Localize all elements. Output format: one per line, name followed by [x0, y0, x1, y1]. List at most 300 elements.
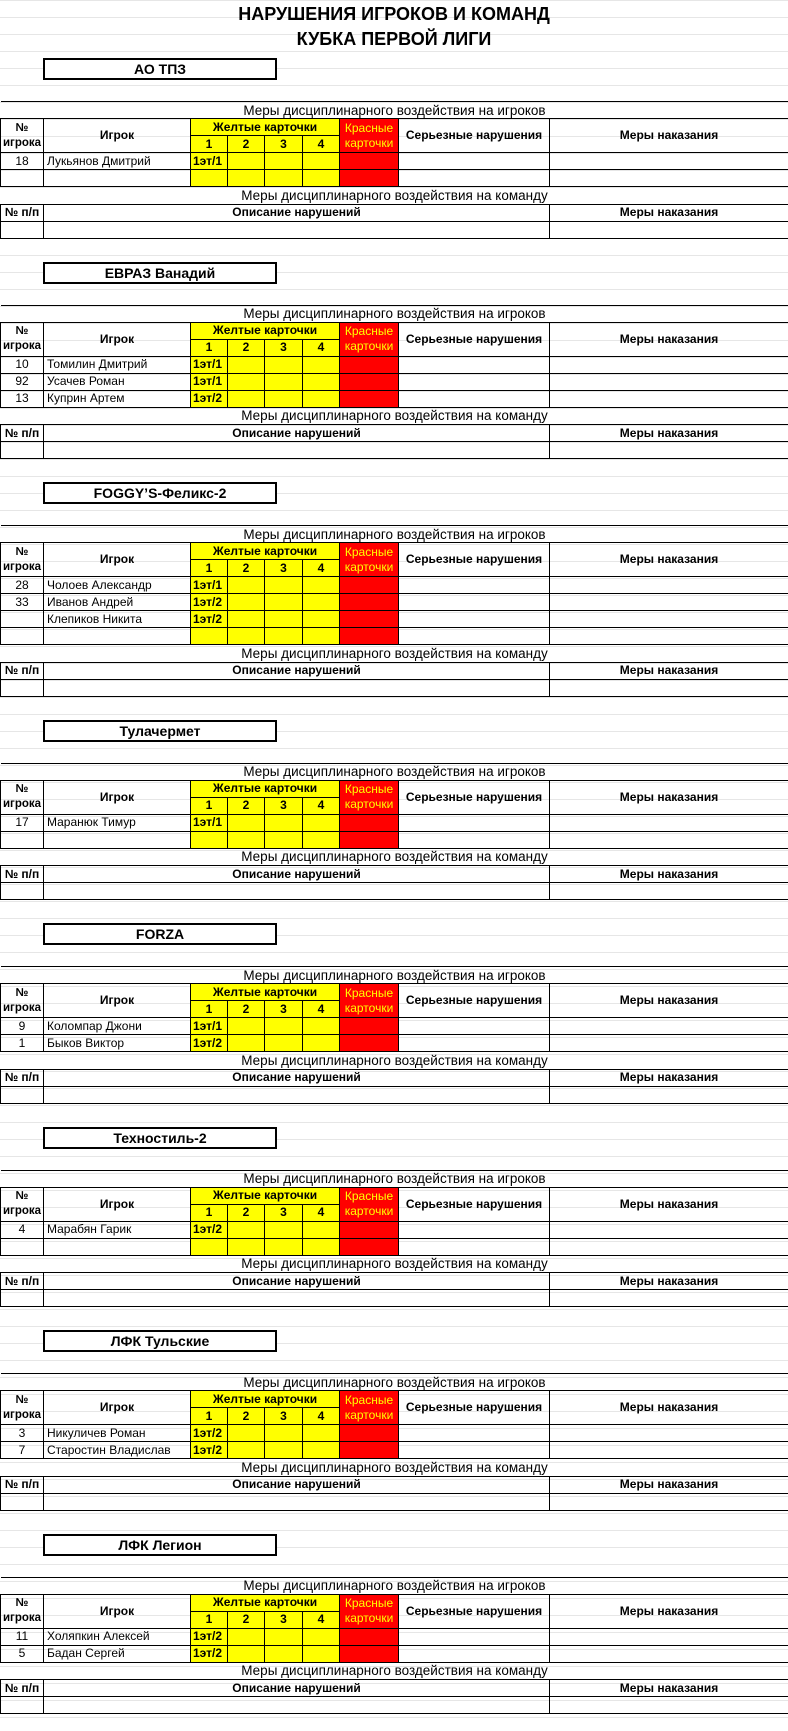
yellow-cards-header: Желтые карточки [191, 1594, 340, 1611]
yellow-card-3-cell[interactable] [265, 577, 303, 594]
player-number-cell[interactable]: 1 [1, 1035, 44, 1052]
yellow-card-2-cell[interactable] [228, 577, 265, 594]
player-header: Игрок [44, 1594, 191, 1628]
yellow-card-2-cell[interactable] [228, 1035, 265, 1052]
team-violation-punishment-cell[interactable] [550, 679, 788, 696]
serious-violation-cell[interactable] [399, 356, 550, 373]
yellow-card-1-cell[interactable]: 1эт/2 [191, 1425, 228, 1442]
player-number-cell[interactable] [1, 831, 44, 848]
serious-violation-cell[interactable] [399, 1238, 550, 1255]
punishment-cell[interactable] [550, 594, 788, 611]
player-number-cell[interactable]: 7 [1, 1442, 44, 1459]
serious-violations-header: Серьезные нарушения [399, 1187, 550, 1221]
yellow-card-1-cell[interactable]: 1эт/1 [191, 814, 228, 831]
red-card-cell[interactable] [340, 1425, 399, 1442]
player-number-cell[interactable]: 3 [1, 1425, 44, 1442]
yellow-card-2-header: 2 [228, 136, 265, 153]
team-violation-description-cell[interactable] [44, 1697, 550, 1714]
serious-violations-header: Серьезные нарушения [399, 1391, 550, 1425]
serious-violations-header: Серьезные нарушения [399, 119, 550, 153]
red-card-cell[interactable] [340, 1035, 399, 1052]
player-name-cell[interactable]: Иванов Андрей [44, 594, 191, 611]
red-card-cell[interactable] [340, 356, 399, 373]
team-violation-description-cell[interactable] [44, 1290, 550, 1307]
team-violation-description-cell[interactable] [44, 883, 550, 900]
player-row [1, 1018, 788, 1035]
team-violation-punishment-cell[interactable] [550, 442, 788, 459]
punishment-cell[interactable] [550, 1035, 788, 1052]
serious-violation-cell[interactable] [399, 577, 550, 594]
yellow-card-3-cell[interactable] [265, 628, 303, 645]
red-card-cell[interactable] [340, 170, 399, 187]
team-discipline-table [0, 645, 788, 697]
player-number-cell[interactable]: 9 [1, 1018, 44, 1035]
yellow-card-2-cell[interactable] [228, 594, 265, 611]
yellow-card-4-cell[interactable] [303, 153, 340, 170]
yellow-card-1-cell[interactable]: 1эт/2 [191, 390, 228, 407]
player-name-cell[interactable]: Коломпар Джони [44, 1018, 191, 1035]
punishment-cell[interactable] [550, 611, 788, 628]
team-punishment-header: Меры наказания [550, 1069, 788, 1086]
team-number-header: № п/п [1, 1476, 44, 1493]
yellow-card-1-header: 1 [191, 339, 228, 356]
player-number-cell[interactable] [1, 170, 44, 187]
player-number-header: № игрока [1, 984, 44, 1018]
team-measures-header: Меры дисциплинарного воздействия на команду [1, 1256, 788, 1273]
yellow-card-3-header: 3 [265, 560, 303, 577]
player-name-cell[interactable] [44, 628, 191, 645]
player-number-header: № игрока [1, 322, 44, 356]
serious-violation-cell[interactable] [399, 1628, 550, 1645]
player-number-cell[interactable] [1, 1238, 44, 1255]
team-sections [0, 52, 788, 1731]
yellow-card-3-cell[interactable] [265, 1645, 303, 1662]
yellow-card-2-cell[interactable] [228, 390, 265, 407]
yellow-card-3-cell[interactable] [265, 814, 303, 831]
players-discipline-table [0, 525, 788, 645]
yellow-card-3-header: 3 [265, 1001, 303, 1018]
player-row [1, 611, 788, 628]
team-measures-header: Меры дисциплинарного воздействия на команду [1, 408, 788, 425]
yellow-card-2-cell[interactable] [228, 153, 265, 170]
serious-violation-cell[interactable] [399, 814, 550, 831]
serious-violation-cell[interactable] [399, 373, 550, 390]
player-name-cell[interactable] [44, 170, 191, 187]
punishment-cell[interactable] [550, 577, 788, 594]
red-card-cell[interactable] [340, 628, 399, 645]
yellow-card-3-header: 3 [265, 797, 303, 814]
yellow-card-3-cell[interactable] [265, 1442, 303, 1459]
serious-violation-cell[interactable] [399, 594, 550, 611]
team-violation-description-cell[interactable] [44, 679, 550, 696]
team-name[interactable]: Техностиль-2 [43, 1127, 277, 1149]
yellow-card-4-header: 4 [303, 797, 340, 814]
player-name-cell[interactable]: Чолоев Александр [44, 577, 191, 594]
player-name-cell[interactable]: Куприн Артем [44, 390, 191, 407]
yellow-card-3-cell[interactable] [265, 170, 303, 187]
yellow-card-3-cell[interactable] [265, 611, 303, 628]
team-punishment-header: Меры наказания [550, 662, 788, 679]
player-number-header: № игрока [1, 119, 44, 153]
yellow-card-4-cell[interactable] [303, 390, 340, 407]
player-number-cell[interactable]: 4 [1, 1221, 44, 1238]
player-header: Игрок [44, 322, 191, 356]
yellow-card-1-header: 1 [191, 797, 228, 814]
yellow-card-2-cell[interactable] [228, 628, 265, 645]
player-number-cell[interactable]: 33 [1, 594, 44, 611]
team-name[interactable]: ЕВРАЗ Ванадий [43, 262, 277, 284]
punishment-cell[interactable] [550, 1238, 788, 1255]
red-card-cell[interactable] [340, 814, 399, 831]
red-card-cell[interactable] [340, 1221, 399, 1238]
yellow-card-2-cell[interactable] [228, 373, 265, 390]
yellow-card-3-header: 3 [265, 1204, 303, 1221]
yellow-card-4-cell[interactable] [303, 1645, 340, 1662]
yellow-card-4-header: 4 [303, 1204, 340, 1221]
serious-violation-cell[interactable] [399, 611, 550, 628]
team-section [0, 1324, 788, 1528]
yellow-card-4-cell[interactable] [303, 831, 340, 848]
red-card-cell[interactable] [340, 153, 399, 170]
yellow-card-1-cell[interactable]: 1эт/1 [191, 373, 228, 390]
player-name-cell[interactable]: Томилин Дмитрий [44, 356, 191, 373]
yellow-card-2-cell[interactable] [228, 1221, 265, 1238]
team-measures-header: Меры дисциплинарного воздействия на команду [1, 1052, 788, 1069]
team-punishment-header: Меры наказания [550, 1680, 788, 1697]
yellow-card-1-cell[interactable]: 1эт/1 [191, 1018, 228, 1035]
player-name-cell[interactable]: Холяпкин Алексей [44, 1628, 191, 1645]
yellow-cards-header: Желтые карточки [191, 984, 340, 1001]
yellow-card-3-cell[interactable] [265, 373, 303, 390]
yellow-card-2-header: 2 [228, 1408, 265, 1425]
description-header: Описание нарушений [44, 866, 550, 883]
team-punishment-header: Меры наказания [550, 1273, 788, 1290]
yellow-cards-header: Желтые карточки [191, 119, 340, 136]
team-violation-punishment-cell[interactable] [550, 1493, 788, 1510]
yellow-card-4-header: 4 [303, 136, 340, 153]
serious-violation-cell[interactable] [399, 1425, 550, 1442]
red-card-cell[interactable] [340, 611, 399, 628]
punishment-cell[interactable] [550, 814, 788, 831]
team-header-row [0, 52, 788, 86]
red-card-cell[interactable] [340, 373, 399, 390]
team-violation-punishment-cell[interactable] [550, 1086, 788, 1103]
team-name[interactable]: АО ТПЗ [43, 58, 277, 80]
team-discipline-table [0, 1459, 788, 1511]
red-card-cell[interactable] [340, 594, 399, 611]
player-number-cell[interactable]: 10 [1, 356, 44, 373]
player-row [1, 831, 788, 848]
yellow-cards-header: Желтые карточки [191, 780, 340, 797]
player-name-cell[interactable] [44, 1238, 191, 1255]
punishment-header: Меры наказания [550, 1187, 788, 1221]
team-name[interactable]: ЛФК Тульские [43, 1330, 277, 1352]
yellow-card-2-cell[interactable] [228, 831, 265, 848]
player-name-cell[interactable]: Быков Виктор [44, 1035, 191, 1052]
team-violation-punishment-cell[interactable] [550, 883, 788, 900]
team-header-row [0, 1324, 788, 1358]
players-discipline-table [0, 1577, 788, 1663]
yellow-card-2-cell[interactable] [228, 356, 265, 373]
serious-violation-cell[interactable] [399, 1442, 550, 1459]
yellow-card-4-cell[interactable] [303, 356, 340, 373]
yellow-card-3-cell[interactable] [265, 1425, 303, 1442]
yellow-card-1-cell[interactable] [191, 628, 228, 645]
punishment-cell[interactable] [550, 1018, 788, 1035]
punishment-cell[interactable] [550, 356, 788, 373]
yellow-card-3-header: 3 [265, 136, 303, 153]
yellow-card-1-cell[interactable]: 1эт/1 [191, 577, 228, 594]
red-card-cell[interactable] [340, 1238, 399, 1255]
team-discipline-table [0, 1663, 788, 1715]
players-measures-header: Меры дисциплинарного воздействия на игроков [1, 102, 788, 119]
yellow-card-3-cell[interactable] [265, 356, 303, 373]
team-number-header: № п/п [1, 204, 44, 221]
yellow-card-4-header: 4 [303, 560, 340, 577]
description-header: Описание нарушений [44, 1476, 550, 1493]
red-card-cell[interactable] [340, 390, 399, 407]
yellow-card-4-cell[interactable] [303, 1425, 340, 1442]
player-number-cell[interactable]: 11 [1, 1628, 44, 1645]
yellow-card-2-cell[interactable] [228, 1425, 265, 1442]
team-header-row [0, 714, 788, 748]
red-card-cell[interactable] [340, 831, 399, 848]
punishment-cell[interactable] [550, 1221, 788, 1238]
yellow-card-2-cell[interactable] [228, 1628, 265, 1645]
team-punishment-header: Меры наказания [550, 204, 788, 221]
player-number-cell[interactable] [1, 628, 44, 645]
yellow-card-1-cell[interactable]: 1эт/1 [191, 153, 228, 170]
player-name-cell[interactable]: Усачев Роман [44, 373, 191, 390]
yellow-card-2-cell[interactable] [228, 1442, 265, 1459]
player-row [1, 1238, 788, 1255]
team-violation-number-cell[interactable] [1, 883, 44, 900]
yellow-card-4-cell[interactable] [303, 1442, 340, 1459]
red-card-cell[interactable] [340, 1018, 399, 1035]
team-discipline-table [0, 187, 788, 239]
team-measures-header: Меры дисциплинарного воздействия на команду [1, 187, 788, 204]
punishment-header: Меры наказания [550, 780, 788, 814]
yellow-card-4-cell[interactable] [303, 373, 340, 390]
yellow-card-4-cell[interactable] [303, 594, 340, 611]
player-name-cell[interactable]: Никуличев Роман [44, 1425, 191, 1442]
yellow-card-2-cell[interactable] [228, 170, 265, 187]
punishment-cell[interactable] [550, 628, 788, 645]
player-number-header: № игрока [1, 1391, 44, 1425]
yellow-card-3-cell[interactable] [265, 594, 303, 611]
yellow-card-2-cell[interactable] [228, 814, 265, 831]
serious-violation-cell[interactable] [399, 390, 550, 407]
player-number-cell[interactable] [1, 611, 44, 628]
serious-violation-cell[interactable] [399, 170, 550, 187]
player-number-cell[interactable]: 28 [1, 577, 44, 594]
yellow-card-1-cell[interactable]: 1эт/1 [191, 356, 228, 373]
player-name-cell[interactable]: Лукьянов Дмитрий [44, 153, 191, 170]
yellow-card-1-header: 1 [191, 136, 228, 153]
player-number-header: № игрока [1, 780, 44, 814]
team-violation-number-cell[interactable] [1, 221, 44, 238]
yellow-card-4-cell[interactable] [303, 1238, 340, 1255]
team-violation-number-cell[interactable] [1, 1493, 44, 1510]
serious-violation-cell[interactable] [399, 153, 550, 170]
yellow-card-3-header: 3 [265, 339, 303, 356]
yellow-card-3-cell[interactable] [265, 390, 303, 407]
player-number-cell[interactable]: 17 [1, 814, 44, 831]
yellow-card-2-header: 2 [228, 1611, 265, 1628]
punishment-header: Меры наказания [550, 322, 788, 356]
yellow-card-2-header: 2 [228, 797, 265, 814]
yellow-card-4-cell[interactable] [303, 577, 340, 594]
team-violation-number-cell[interactable] [1, 442, 44, 459]
punishment-cell[interactable] [550, 1442, 788, 1459]
yellow-card-1-header: 1 [191, 560, 228, 577]
red-cards-header: Красные карточки [340, 1187, 399, 1221]
red-card-cell[interactable] [340, 577, 399, 594]
yellow-card-2-header: 2 [228, 1204, 265, 1221]
red-card-cell[interactable] [340, 1628, 399, 1645]
player-row [1, 153, 788, 170]
team-violation-number-cell[interactable] [1, 679, 44, 696]
yellow-card-1-cell[interactable]: 1эт/2 [191, 611, 228, 628]
punishment-cell[interactable] [550, 1425, 788, 1442]
player-name-cell[interactable]: Маранюк Тимур [44, 814, 191, 831]
team-section [0, 256, 788, 477]
team-violation-punishment-cell[interactable] [550, 221, 788, 238]
yellow-card-2-cell[interactable] [228, 1018, 265, 1035]
team-violation-punishment-cell[interactable] [550, 1290, 788, 1307]
yellow-card-3-cell[interactable] [265, 831, 303, 848]
serious-violation-cell[interactable] [399, 831, 550, 848]
team-name[interactable]: FOGGY’S-Феликс-2 [43, 482, 277, 504]
serious-violation-cell[interactable] [399, 1018, 550, 1035]
punishment-cell[interactable] [550, 153, 788, 170]
yellow-card-1-cell[interactable] [191, 831, 228, 848]
serious-violation-cell[interactable] [399, 1645, 550, 1662]
red-cards-header: Красные карточки [340, 322, 399, 356]
yellow-card-2-header: 2 [228, 560, 265, 577]
player-number-cell[interactable]: 18 [1, 153, 44, 170]
yellow-card-1-header: 1 [191, 1001, 228, 1018]
yellow-cards-header: Желтые карточки [191, 322, 340, 339]
yellow-card-4-cell[interactable] [303, 1018, 340, 1035]
serious-violation-cell[interactable] [399, 628, 550, 645]
yellow-card-3-cell[interactable] [265, 1221, 303, 1238]
yellow-card-4-cell[interactable] [303, 814, 340, 831]
player-name-cell[interactable]: Марабян Гарик [44, 1221, 191, 1238]
team-header-row [0, 1528, 788, 1562]
yellow-card-3-cell[interactable] [265, 153, 303, 170]
team-header-row [0, 917, 788, 951]
yellow-card-1-header: 1 [191, 1611, 228, 1628]
yellow-card-1-cell[interactable] [191, 1238, 228, 1255]
yellow-card-1-cell[interactable]: 1эт/2 [191, 1035, 228, 1052]
player-number-cell[interactable]: 92 [1, 373, 44, 390]
player-number-header: № игрока [1, 543, 44, 577]
team-violation-description-cell[interactable] [44, 1493, 550, 1510]
player-row [1, 170, 788, 187]
team-number-header: № п/п [1, 1069, 44, 1086]
red-cards-header: Красные карточки [340, 1594, 399, 1628]
players-measures-header: Меры дисциплинарного воздействия на игроков [1, 526, 788, 543]
yellow-card-4-cell[interactable] [303, 170, 340, 187]
yellow-card-3-cell[interactable] [265, 1238, 303, 1255]
players-discipline-table [0, 763, 788, 849]
team-violation-punishment-cell[interactable] [550, 1697, 788, 1714]
yellow-card-1-cell[interactable]: 1эт/2 [191, 594, 228, 611]
team-violation-description-cell[interactable] [44, 442, 550, 459]
yellow-card-1-cell[interactable]: 1эт/2 [191, 1645, 228, 1662]
yellow-card-1-cell[interactable]: 1эт/2 [191, 1221, 228, 1238]
player-name-cell[interactable]: Бадан Сергей [44, 1645, 191, 1662]
punishment-cell[interactable] [550, 1645, 788, 1662]
player-row [1, 390, 788, 407]
serious-violations-header: Серьезные нарушения [399, 322, 550, 356]
players-discipline-table [0, 101, 788, 187]
player-number-cell[interactable]: 13 [1, 390, 44, 407]
team-name[interactable]: Тулачермет [43, 720, 277, 742]
yellow-card-2-cell[interactable] [228, 1238, 265, 1255]
yellow-card-4-cell[interactable] [303, 611, 340, 628]
yellow-card-1-cell[interactable] [191, 170, 228, 187]
team-violation-number-cell[interactable] [1, 1086, 44, 1103]
team-number-header: № п/п [1, 1680, 44, 1697]
red-card-cell[interactable] [340, 1645, 399, 1662]
team-header-row [0, 256, 788, 290]
team-number-header: № п/п [1, 662, 44, 679]
punishment-cell[interactable] [550, 390, 788, 407]
punishment-header: Меры наказания [550, 1594, 788, 1628]
yellow-card-4-cell[interactable] [303, 1035, 340, 1052]
team-violation-number-cell[interactable] [1, 1290, 44, 1307]
team-number-header: № п/п [1, 866, 44, 883]
serious-violation-cell[interactable] [399, 1221, 550, 1238]
description-header: Описание нарушений [44, 204, 550, 221]
team-section [0, 476, 788, 714]
team-violation-number-cell[interactable] [1, 1697, 44, 1714]
player-number-cell[interactable]: 5 [1, 1645, 44, 1662]
team-discipline-table [0, 1256, 788, 1308]
yellow-card-1-cell[interactable]: 1эт/2 [191, 1628, 228, 1645]
yellow-card-3-cell[interactable] [265, 1628, 303, 1645]
yellow-card-4-cell[interactable] [303, 1628, 340, 1645]
punishment-cell[interactable] [550, 170, 788, 187]
player-name-cell[interactable]: Клепиков Никита [44, 611, 191, 628]
player-name-cell[interactable] [44, 831, 191, 848]
yellow-card-1-cell[interactable]: 1эт/2 [191, 1442, 228, 1459]
red-card-cell[interactable] [340, 1442, 399, 1459]
team-discipline-table [0, 408, 788, 460]
punishment-cell[interactable] [550, 1628, 788, 1645]
team-violation-description-cell[interactable] [44, 1086, 550, 1103]
team-name[interactable]: FORZA [43, 923, 277, 945]
yellow-card-3-cell[interactable] [265, 1018, 303, 1035]
yellow-card-4-cell[interactable] [303, 628, 340, 645]
team-name[interactable]: ЛФК Легион [43, 1534, 277, 1556]
team-measures-header: Меры дисциплинарного воздействия на команду [1, 645, 788, 662]
title-line-1: НАРУШЕНИЯ ИГРОКОВ И КОМАНД [0, 1, 788, 26]
team-violation-description-cell[interactable] [44, 221, 550, 238]
punishment-cell[interactable] [550, 831, 788, 848]
yellow-card-4-cell[interactable] [303, 1221, 340, 1238]
team-header-row [0, 476, 788, 510]
yellow-card-3-cell[interactable] [265, 1035, 303, 1052]
serious-violations-header: Серьезные нарушения [399, 780, 550, 814]
serious-violation-cell[interactable] [399, 1035, 550, 1052]
yellow-card-2-cell[interactable] [228, 611, 265, 628]
player-name-cell[interactable]: Старостин Владислав [44, 1442, 191, 1459]
punishment-cell[interactable] [550, 373, 788, 390]
yellow-card-2-cell[interactable] [228, 1645, 265, 1662]
